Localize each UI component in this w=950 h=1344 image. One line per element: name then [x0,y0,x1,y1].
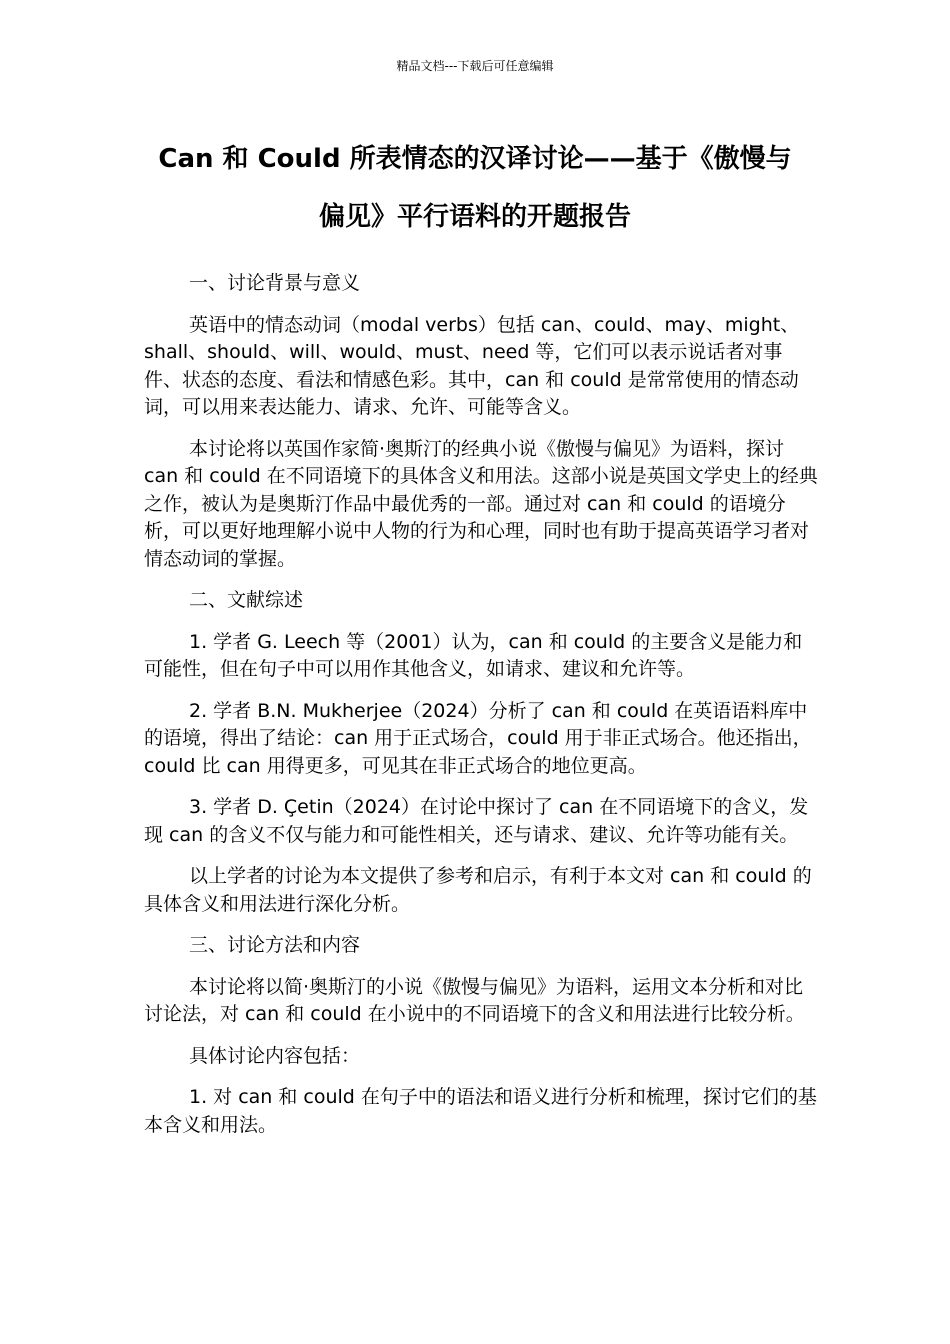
paragraph: 1. 对 can 和 could 在句子中的语法和语义进行分析和梳理，探讨它们的基本含义和用法。 [144,1086,817,1136]
paragraph: 英语中的情态动词（modal verbs）包括 can、could、may、might、shall、should、will、would、must、need 等，它们可以表示说话者对事件、状态的态度、看法和情感色彩。其中，can 和 could 是常常使用的情态动词，可以用来表达能力、请求、允许、可能等含义。 [144,313,800,418]
paragraph: 本讨论将以简·奥斯汀的小说《傲慢与偏见》为语料，运用文本分析和对比讨论法，对 can 和 could 在小说中的不同语境下的含义和用法进行比较分析。 [144,975,805,1025]
paragraph: 2. 学者 B.N. Mukherjee（2024）分析了 can 和 could 在英语语料库中的语境，得出了结论：can 用于正式场合，could 用于非正式场合。他还指出，could 比 can 用得更多，可见其在非正式场合的地位更高。 [144,699,812,777]
paragraph: 具体讨论内容包括： [189,1044,361,1067]
document-title [140,130,810,246]
paragraph: 3. 学者 D. Çetin（2024）在讨论中探讨了 can 在不同语境下的含义，发现 can 的含义不仅与能力和可能性相关，还与请求、建议、允许等功能有关。 [144,796,809,846]
section-heading-background: 一、讨论背景与意义 [189,272,361,294]
paragraph: 本讨论将以英国作家简·奥斯汀的经典小说《傲慢与偏见》为语料，探讨 can 和 could 在不同语境下的具体含义和用法。这部小说是英国文学史上的经典之作，被认为是奥斯汀作品中最优秀的一部。通过对 can 和 could 的语境分析，可以更好地理解小说中人物的行为和心理，同时也有助于提高英语学习者对情态动词的掌握。 [144,437,818,570]
page-header: 精品文档---下载后可任意编辑 [396,59,554,73]
title-line-1: Can 和 Could 所表情态的汉译讨论——基于《傲慢与 [158,144,792,174]
section-heading-literature: 二、文献综述 [189,589,304,611]
paragraph: 1. 学者 G. Leech 等（2001）认为，can 和 could 的主要含义是能力和可能性，但在句子中可以用作其他含义，如请求、建议和允许等。 [144,630,803,680]
document-body [144,270,820,1153]
section-heading-methods: 三、讨论方法和内容 [189,934,361,956]
title-line-2: 偏见》平行语料的开题报告 [318,202,631,232]
paragraph: 以上学者的讨论为本文提供了参考和启示，有利于本文对 can 和 could 的具体含义和用法进行深化分析。 [144,865,812,915]
